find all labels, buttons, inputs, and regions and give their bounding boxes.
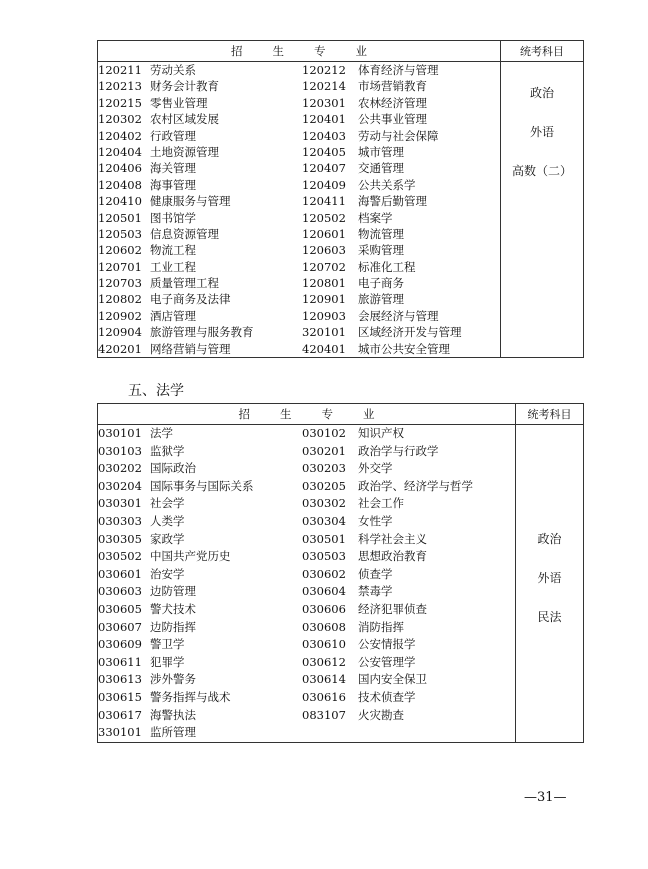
major-name: 社会工作 <box>358 496 404 511</box>
major-code: 030613 <box>98 672 142 687</box>
major-code: 120215 <box>98 95 142 110</box>
major-code <box>302 724 358 742</box>
major-name: 火灾勘查 <box>358 707 404 722</box>
major-row <box>98 707 515 725</box>
major-code: 030102 <box>302 426 346 440</box>
major-row <box>98 478 515 496</box>
exam-subjects <box>501 62 584 358</box>
major-code: 030612 <box>302 654 346 669</box>
major-code: 030305 <box>98 531 142 546</box>
major-name: 政治学、经济学与哲学 <box>358 478 473 493</box>
major-code: 030604 <box>302 584 346 599</box>
major-name: 警务指挥与战术 <box>150 689 231 704</box>
major-name: 科学社会主义 <box>358 531 427 546</box>
major-name: 行政管理 <box>150 128 196 143</box>
major-code: 120703 <box>98 276 142 291</box>
major-name: 政治学与行政学 <box>358 443 439 458</box>
major-name: 边防管理 <box>150 584 196 599</box>
major-row <box>98 242 500 258</box>
major-name: 治安学 <box>150 566 185 581</box>
major-row <box>98 193 500 209</box>
major-name: 公安情报学 <box>358 637 416 652</box>
major-code: 030303 <box>98 513 142 528</box>
header-char: 生 <box>272 44 284 58</box>
major-code: 120503 <box>98 226 142 241</box>
header-char: 专 <box>314 44 326 58</box>
major-code: 030615 <box>98 689 142 704</box>
header-majors <box>98 404 516 425</box>
major-row <box>98 619 515 637</box>
major-name: 消防指挥 <box>358 619 404 634</box>
major-code: 030205 <box>302 478 346 493</box>
major-row <box>98 548 515 566</box>
major-name: 城市公共安全管理 <box>358 341 450 356</box>
major-code: 120408 <box>98 177 142 192</box>
major-row <box>98 177 500 193</box>
major-code: 120403 <box>302 128 346 143</box>
major-name: 质量管理工程 <box>150 276 219 291</box>
major-code: 120502 <box>302 210 346 225</box>
major-code: 120402 <box>98 128 142 143</box>
major-code: 030614 <box>302 672 346 687</box>
major-code: 030603 <box>98 584 142 599</box>
majors-list <box>98 425 516 743</box>
major-name: 经济犯罪侦查 <box>358 601 427 616</box>
major-name: 体育经济与管理 <box>358 63 439 77</box>
major-row <box>98 601 515 619</box>
major-code: 030602 <box>302 566 346 581</box>
major-code: 420401 <box>302 341 346 356</box>
major-name: 海警执法 <box>150 707 196 722</box>
major-code: 120411 <box>302 194 346 209</box>
major-name: 网络营销与管理 <box>150 341 231 356</box>
major-name: 市场营销教育 <box>358 79 427 94</box>
major-name: 海警后勤管理 <box>358 194 427 209</box>
majors-table-management <box>97 40 584 358</box>
major-code: 120405 <box>302 144 346 159</box>
major-code: 030103 <box>98 443 142 458</box>
major-name: 公安管理学 <box>358 654 416 669</box>
major-name: 零售业管理 <box>150 95 208 110</box>
major-row <box>98 443 515 461</box>
major-name: 边防指挥 <box>150 619 196 634</box>
major-code: 120601 <box>302 226 346 241</box>
major-code: 030606 <box>302 601 346 616</box>
major-name: 旅游管理与服务教育 <box>150 325 254 340</box>
major-name: 工业工程 <box>150 259 196 274</box>
major-name: 土地资源管理 <box>150 144 219 159</box>
major-code: 030607 <box>98 619 142 634</box>
major-code: 330101 <box>98 725 142 740</box>
major-code: 120410 <box>98 194 142 209</box>
major-row <box>98 78 500 94</box>
subject-math: 高数（二） <box>511 164 572 178</box>
major-code: 120213 <box>98 79 142 94</box>
major-name: 女性学 <box>358 513 393 528</box>
major-name: 家政学 <box>150 531 185 546</box>
major-name: 国内安全保卫 <box>358 672 427 687</box>
major-row <box>98 583 515 601</box>
major-name: 公共关系学 <box>358 177 416 192</box>
major-row <box>98 671 515 689</box>
header-majors <box>98 41 501 62</box>
major-name: 标准化工程 <box>358 259 416 274</box>
major-code: 120801 <box>302 276 346 291</box>
major-code: 030609 <box>98 637 142 652</box>
subject-foreign-language: 外语 <box>529 125 554 139</box>
major-name: 酒店管理 <box>150 308 196 323</box>
major-name: 交通管理 <box>358 161 404 176</box>
major-code: 030204 <box>98 478 142 493</box>
major-row <box>98 226 500 242</box>
major-name: 监所管理 <box>150 725 196 740</box>
major-name: 信息资源管理 <box>150 226 219 241</box>
major-code: 120409 <box>302 177 346 192</box>
header-char: 业 <box>363 407 375 421</box>
major-code: 120702 <box>302 259 346 274</box>
major-code: 030201 <box>302 443 346 458</box>
major-code: 320101 <box>302 325 346 340</box>
major-name: 健康服务与管理 <box>150 194 231 209</box>
major-code: 030304 <box>302 513 346 528</box>
major-code: 120407 <box>302 161 346 176</box>
major-row <box>98 128 500 144</box>
major-code: 120302 <box>98 112 142 127</box>
majors-table-law <box>97 403 584 743</box>
major-code: 120214 <box>302 79 346 94</box>
major-name: 农林经济管理 <box>358 95 427 110</box>
major-name: 海事管理 <box>150 177 196 192</box>
subject-politics: 政治 <box>537 532 562 546</box>
major-row <box>98 259 500 275</box>
header-char: 招 <box>238 407 250 421</box>
major-row <box>98 531 515 549</box>
major-row <box>98 111 500 127</box>
major-code: 030101 <box>98 426 142 440</box>
major-row <box>98 95 500 111</box>
major-name: 劳动与社会保障 <box>358 128 439 143</box>
major-code: 030502 <box>98 549 142 564</box>
major-code: 030616 <box>302 689 346 704</box>
major-name: 国际政治 <box>150 461 196 476</box>
major-code: 030608 <box>302 619 346 634</box>
major-code: 120501 <box>98 210 142 225</box>
header-char: 专 <box>321 407 333 421</box>
major-code: 083107 <box>302 707 346 722</box>
header-char: 招 <box>231 44 243 58</box>
major-name: 中国共产党历史 <box>150 549 231 564</box>
major-code: 420201 <box>98 341 142 356</box>
major-code: 120602 <box>98 243 142 258</box>
major-name: 技术侦查学 <box>358 689 416 704</box>
major-code: 120211 <box>98 63 142 77</box>
major-name: 监狱学 <box>150 443 185 458</box>
major-row <box>98 636 515 654</box>
major-row <box>98 513 515 531</box>
major-row <box>98 324 500 340</box>
major-name: 侦查学 <box>358 566 393 581</box>
major-row <box>98 275 500 291</box>
header-subjects: 统考科目 <box>516 404 584 425</box>
major-code: 030202 <box>98 461 142 476</box>
subject-foreign-language: 外语 <box>537 571 562 585</box>
major-row <box>98 689 515 707</box>
subject-politics: 政治 <box>529 86 554 100</box>
major-name: 农村区域发展 <box>150 112 219 127</box>
major-row <box>98 724 515 742</box>
major-row <box>98 308 500 324</box>
major-name: 城市管理 <box>358 144 404 159</box>
major-name: 思想政治教育 <box>358 549 427 564</box>
major-code: 120701 <box>98 259 142 274</box>
section-title: 五、法学 <box>128 383 184 399</box>
major-code: 120901 <box>302 292 346 307</box>
major-name: 涉外警务 <box>150 672 196 687</box>
major-row <box>98 566 515 584</box>
major-name: 会展经济与管理 <box>358 308 439 323</box>
major-code: 120802 <box>98 292 142 307</box>
major-code: 120603 <box>302 243 346 258</box>
major-row <box>98 210 500 226</box>
page-number: —31— <box>524 790 567 805</box>
major-row <box>98 460 515 478</box>
major-name: 物流管理 <box>358 226 404 241</box>
major-row <box>98 62 500 78</box>
major-code: 120903 <box>302 308 346 323</box>
major-name: 物流工程 <box>150 243 196 258</box>
majors-list <box>98 62 501 358</box>
header-subjects: 统考科目 <box>501 41 584 62</box>
major-name: 国际事务与国际关系 <box>150 478 254 493</box>
major-row <box>98 495 515 513</box>
major-name: 档案学 <box>358 210 393 225</box>
major-row <box>98 341 500 357</box>
major-name: 电子商务及法律 <box>150 292 231 307</box>
major-name: 法学 <box>150 426 173 440</box>
major-code: 030601 <box>98 566 142 581</box>
major-row <box>98 160 500 176</box>
major-code: 120301 <box>302 95 346 110</box>
major-name: 知识产权 <box>358 426 404 440</box>
major-code: 030617 <box>98 707 142 722</box>
header-char: 生 <box>280 407 292 421</box>
major-name: 区域经济开发与管理 <box>358 325 462 340</box>
major-code: 030610 <box>302 637 346 652</box>
major-row <box>98 144 500 160</box>
major-code: 120212 <box>302 63 346 77</box>
major-name: 采购管理 <box>358 243 404 258</box>
major-name: 禁毒学 <box>358 584 393 599</box>
major-code: 120904 <box>98 325 142 340</box>
major-row <box>98 654 515 672</box>
major-code: 030605 <box>98 601 142 616</box>
major-name: 图书馆学 <box>150 210 196 225</box>
major-code: 120406 <box>98 161 142 176</box>
major-code: 030203 <box>302 461 346 476</box>
major-code: 030503 <box>302 549 346 564</box>
major-name: 犯罪学 <box>150 654 185 669</box>
major-code: 120401 <box>302 112 346 127</box>
major-name: 电子商务 <box>358 276 404 291</box>
major-code: 030302 <box>302 496 346 511</box>
major-code: 030301 <box>98 496 142 511</box>
major-name: 外交学 <box>358 461 393 476</box>
major-name: 人类学 <box>150 513 185 528</box>
header-char: 业 <box>355 44 367 58</box>
major-name: 旅游管理 <box>358 292 404 307</box>
major-row <box>98 291 500 307</box>
subject-civil-law: 民法 <box>537 610 562 624</box>
major-code: 030611 <box>98 654 142 669</box>
major-name: 财务会计教育 <box>150 79 219 94</box>
major-code: 120404 <box>98 144 142 159</box>
major-name: 公共事业管理 <box>358 112 427 127</box>
major-name: 劳动关系 <box>150 63 196 77</box>
major-code: 120902 <box>98 308 142 323</box>
major-name: 警犬技术 <box>150 601 196 616</box>
major-name: 社会学 <box>150 496 185 511</box>
major-name <box>358 724 488 742</box>
major-name: 海关管理 <box>150 161 196 176</box>
major-code: 030501 <box>302 531 346 546</box>
major-row <box>98 425 515 443</box>
exam-subjects <box>516 425 584 743</box>
major-name: 警卫学 <box>150 637 185 652</box>
